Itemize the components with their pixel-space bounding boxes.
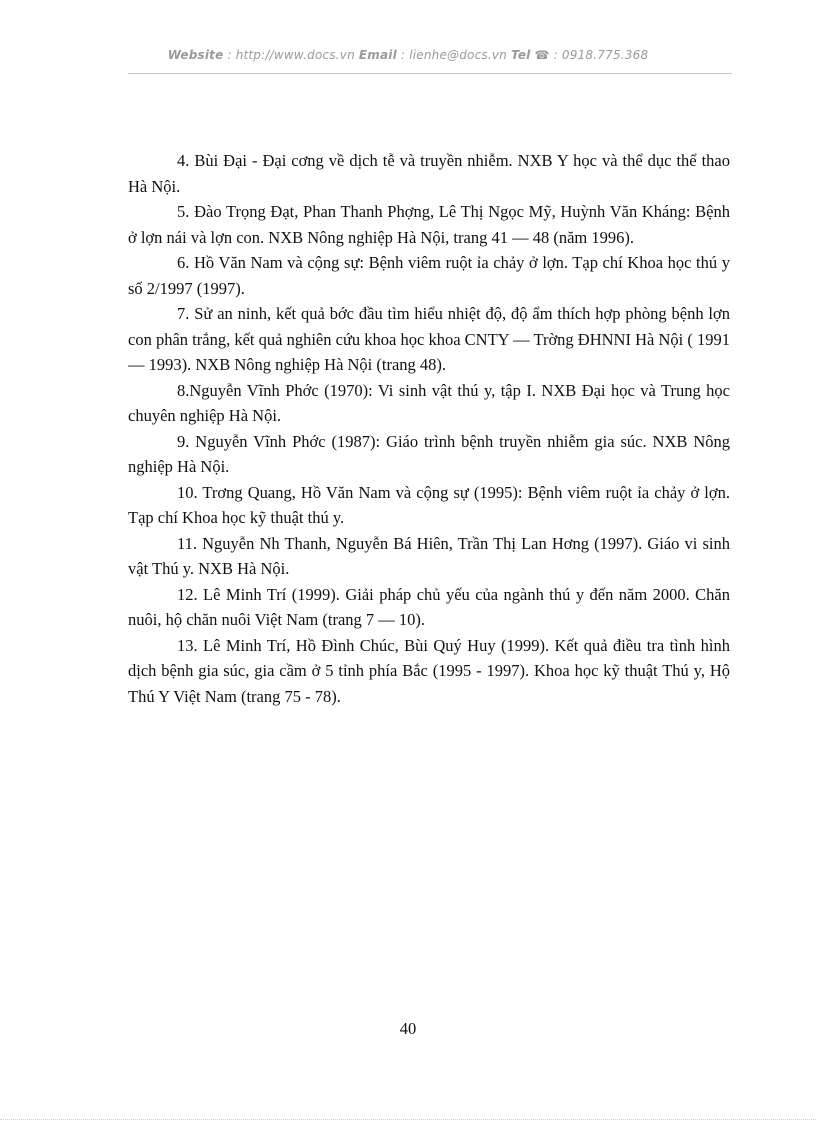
- page-number: 40: [399, 1019, 417, 1038]
- reference-item: 10. Trơng Quang, Hồ Văn Nam và cộng sự (1995): Bệnh viêm ruột ỉa chảy ở lợn. Tạp chí Khoa học kỹ thuật thú y.: [128, 482, 730, 527]
- reference-item: 5. Đào Trọng Đạt, Phan Thanh Phợng, Lê Thị Ngọc Mỹ, Huỳnh Văn Kháng: Bệnh ở lợn nái và lợn con. NXB Nông nghiệp Hà Nội, trang 41 — 48 (năm 1996).: [128, 202, 730, 247]
- reference-item: 6. Hồ Văn Nam và cộng sự: Bệnh viêm ruột ỉa chảy ở lợn. Tạp chí Khoa học thú y số 2/1997 (1997).: [128, 253, 730, 298]
- reference-item: 11. Nguyễn Nh Thanh, Nguyễn Bá Hiên, Trần Thị Lan Hơng (1997). Giáo vi sinh vật Thú y. NXB Hà Nội.: [128, 533, 730, 578]
- reference-item: 13. Lê Minh Trí, Hồ Đình Chúc, Bùi Quý Huy (1999). Kết quả điều tra tình hình dịch bệnh gia súc, gia cầm ở 5 tỉnh phía Bắc (1995 - 1997). Khoa học kỹ thuật Thú y, Hộ Thú Y Việt Nam (trang 75 - 78).: [128, 635, 730, 706]
- website-label: Website: [167, 48, 224, 62]
- reference-item: 7. Sử an ninh, kết quả bớc đầu tìm hiểu nhiệt độ, độ ẩm thích hợp phòng bệnh lợn con phân trắng, kết quả nghiên cứu khoa học khoa CNTY — Trờng ĐHNNI Hà Nội ( 1991 — 1993). NXB Nông nghiệp Hà Nội (trang 48).: [128, 304, 730, 374]
- tel-value: ☎ : 0918.775.368: [530, 48, 649, 62]
- reference-item: 12. Lê Minh Trí (1999). Giải pháp chủ yếu của ngành thú y đến năm 2000. Chăn nuôi, hộ chăn nuôi Việt Nam (trang 7 — 10).: [128, 584, 730, 629]
- reference-list: [128, 148, 730, 709]
- reference-item: 8.Nguyễn Vĩnh Phớc (1970): Vi sinh vật thú y, tập I. NXB Đại học và Trung học chuyên nghiệp Hà Nội.: [128, 380, 730, 425]
- email-label: Email: [358, 48, 397, 62]
- reference-item: 9. Nguyễn Vĩnh Phớc (1987): Giáo trình bệnh truyền nhiễm gia súc. NXB Nông nghiệp Hà Nội.: [128, 431, 730, 476]
- page-header: [0, 48, 816, 62]
- reference-item: 4. Bùi Đại - Đại cơng về dịch tễ và truyền nhiễm. NXB Y học và thể dục thể thao Hà Nội.: [128, 151, 730, 196]
- tel-label: Tel: [510, 48, 531, 62]
- email-value[interactable]: : lienhe@docs.vn: [396, 48, 511, 62]
- header-divider: [128, 73, 732, 74]
- website-value[interactable]: : http://www.docs.vn: [223, 48, 359, 62]
- page-bottom-divider: [0, 1119, 816, 1120]
